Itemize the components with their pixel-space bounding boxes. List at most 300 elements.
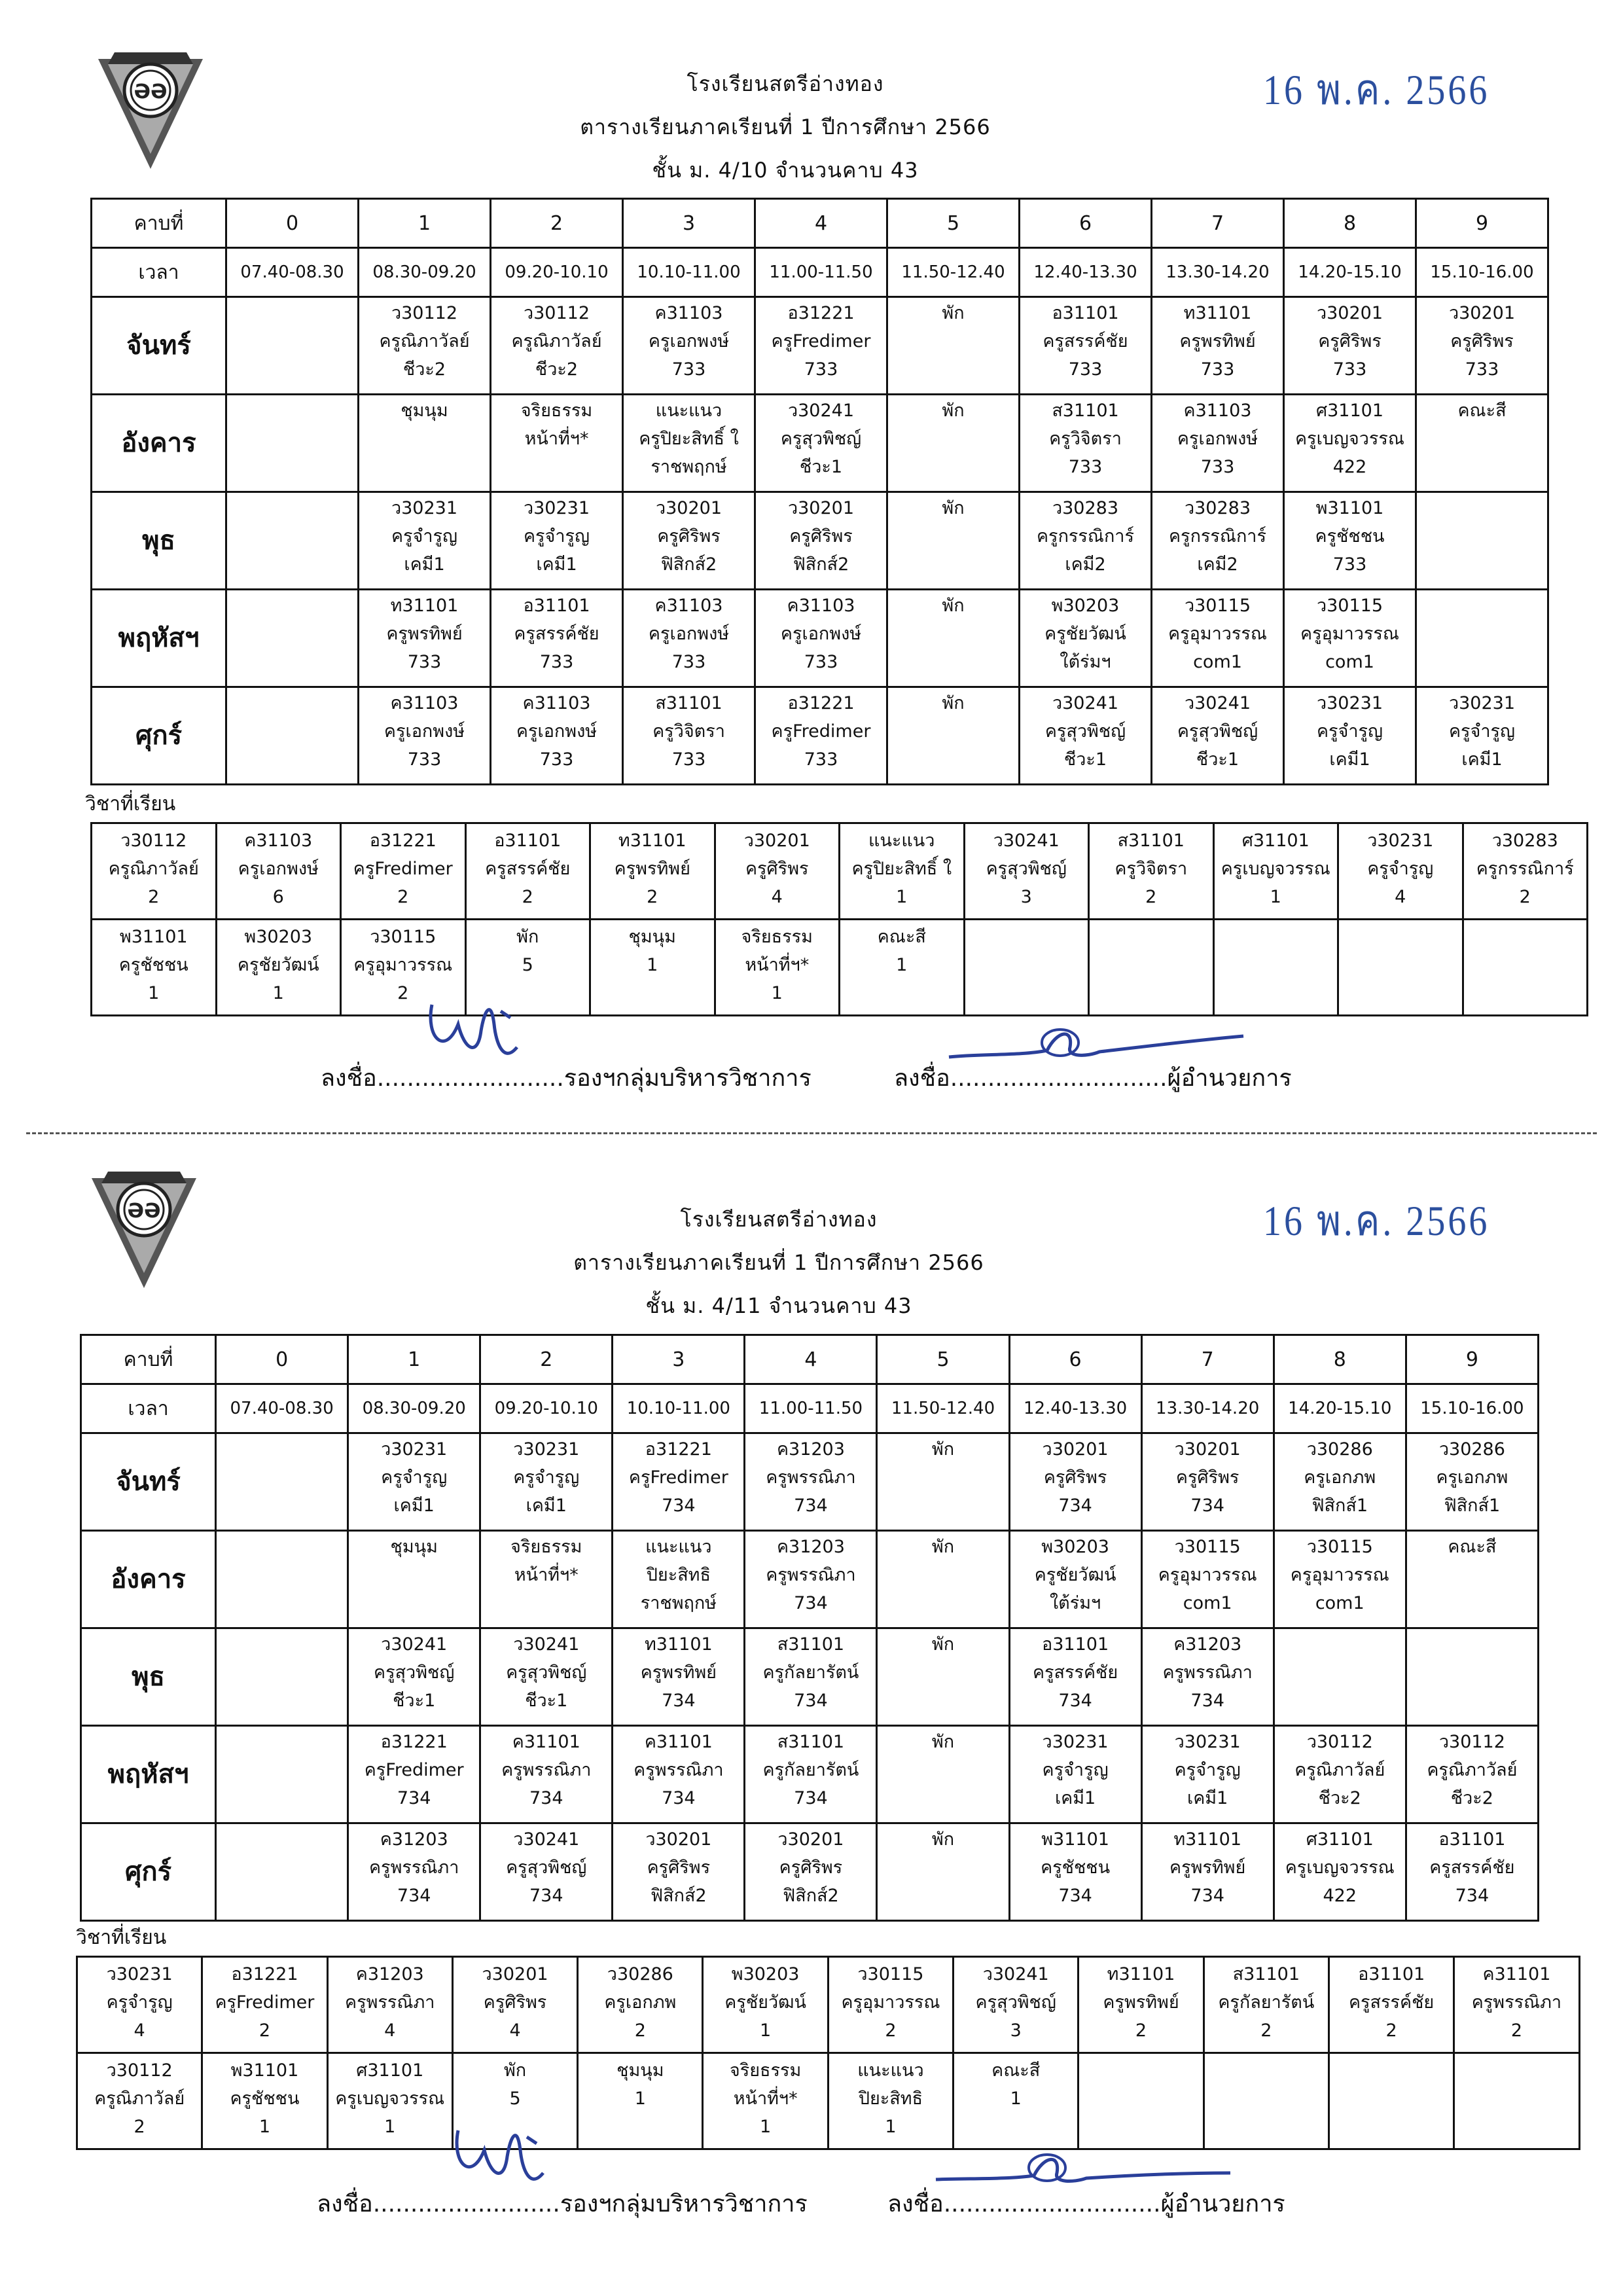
subject-cell (1329, 1957, 1454, 2053)
subject-cell (202, 2053, 327, 2149)
cell-text: ครูเอกพงษ์ (383, 721, 465, 742)
date-stamp: 16 พ.ค. 2566 (1263, 67, 1490, 114)
cell-text: ครูสุวพิชญ์ (780, 429, 862, 449)
cell-text: ครูชัยวัฒน์ (237, 955, 319, 975)
cell-text: ท31101 (645, 1634, 713, 1655)
cell-text: 734 (1190, 1496, 1224, 1516)
cell-text: 734 (1455, 1886, 1489, 1906)
day-row (92, 590, 1548, 687)
schedule-table (80, 1334, 1539, 1922)
period-number: 6 (1009, 1335, 1141, 1384)
subject-cell (1329, 2053, 1454, 2149)
cell-text: 734 (1190, 1691, 1224, 1711)
cell-text: 2 (397, 983, 409, 1003)
cell-text: เคมี1 (536, 554, 577, 575)
cell-text: 3 (1010, 2020, 1022, 2041)
cell-text: ว30231 (513, 1439, 580, 1460)
cell-text: คณะสี (1457, 401, 1507, 421)
cell-text: ครูชัชชน (1041, 1857, 1111, 1878)
cell-text: ครูกัลยารัตน์ (762, 1662, 859, 1683)
cell-text: เคมี2 (1197, 554, 1238, 575)
cell-text: ค31101 (512, 1732, 580, 1752)
cell-text: พัก (931, 1732, 955, 1752)
cell-text: อ31221 (380, 1732, 448, 1752)
schedule-cell (226, 687, 359, 785)
day-row (92, 687, 1548, 785)
subject-cell (1338, 920, 1463, 1016)
cell-text: ครูวิจิตรา (652, 721, 725, 742)
cell-text: ว30231 (381, 1439, 448, 1460)
time-header-row (92, 248, 1548, 297)
cell-text: เคมี1 (1461, 749, 1503, 770)
schedule-cell (480, 1628, 613, 1726)
svg-text:ƏƏ: ƏƏ (134, 81, 168, 103)
subject-cell (964, 823, 1089, 920)
time-slot: 08.30-09.20 (348, 1384, 480, 1433)
time-slot: 11.00-11.50 (745, 1384, 877, 1433)
subjects-label: วิชาที่เรียน (76, 1926, 167, 1949)
schedule-cell (755, 687, 887, 785)
cell-text: 734 (794, 1593, 828, 1613)
schedule-cell (359, 395, 491, 492)
cell-text: ครูสุวพิชญ์ (975, 1992, 1056, 2013)
subject-cell (828, 2053, 953, 2149)
day-name: พฤหัสฯ (81, 1726, 216, 1823)
cell-text: คณะสี (991, 2060, 1041, 2081)
cell-text: ครูศิริพร (789, 526, 853, 547)
day-row (81, 1823, 1539, 1921)
schedule-cell (1416, 492, 1548, 590)
cell-text: ครูศิริพร (779, 1857, 843, 1878)
cell-text: 733 (539, 749, 574, 770)
term-title: ตารางเรียนภาคเรียนที่ 1 ปีการศึกษา 2566 (580, 115, 991, 139)
cell-text: 2 (1510, 2020, 1522, 2041)
cell-text: ใต้ร่มฯ (1049, 1593, 1101, 1613)
schedule-cell (877, 1726, 1009, 1823)
cell-text: ว30231 (391, 498, 458, 518)
page-header (452, 1198, 1106, 1327)
cell-text: ครูณิภาวัลย์ (108, 859, 199, 879)
cell-text: ท31101 (1107, 1964, 1175, 1984)
schedule-cell (1020, 297, 1152, 395)
cell-text: ชีวะ1 (799, 457, 843, 477)
schedule-cell (491, 590, 623, 687)
schedule-cell (480, 1433, 613, 1531)
cell-text: ใต้ร่มฯ (1060, 652, 1111, 672)
cell-text: 733 (1068, 359, 1103, 380)
cell-text: ครูพรรณิภา (633, 1760, 724, 1780)
cell-text: 5 (522, 955, 533, 975)
cell-text: ชีวะ1 (525, 1691, 568, 1711)
signature-vice-director: ลงชื่อ.........................รองฯกลุ่มบริหารวิชาการ (321, 1065, 812, 1092)
schedule-cell (348, 1726, 480, 1823)
cell-text: 1 (771, 983, 783, 1003)
cell-text: ครูจำรูญ (1174, 1760, 1241, 1780)
cell-text: com1 (1193, 652, 1242, 672)
cell-text: จริยธรรม (741, 927, 813, 947)
cell-text: ครูสุวพิชญ์ (374, 1662, 455, 1683)
cell-text: ฟิสิกส์2 (793, 554, 849, 575)
cell-text: ครูสรรค์ชัย (1043, 331, 1128, 351)
cell-text: 734 (529, 1788, 563, 1808)
cell-text: 733 (804, 359, 838, 380)
cell-text: 1 (1270, 887, 1281, 907)
schedule-cell (480, 1531, 613, 1628)
cell-text: ว30201 (777, 1829, 844, 1850)
cell-text: ว30115 (370, 927, 437, 947)
cell-text: ศ31101 (356, 2060, 424, 2081)
cell-text: 4 (509, 2020, 521, 2041)
schedule-cell (1284, 395, 1416, 492)
day-name: อังคาร (81, 1531, 216, 1628)
cell-text: 2 (148, 887, 160, 907)
cell-text: ครูณิภาวัลย์ (1427, 1760, 1518, 1780)
cell-text: เคมี1 (393, 1496, 435, 1516)
cell-text: ว30231 (1448, 693, 1516, 713)
cell-text: ว30231 (1174, 1732, 1241, 1752)
cell-text: ครูสุวพิชญ์ (1044, 721, 1126, 742)
schedule-cell (1416, 297, 1548, 395)
svg-text:ƏƏ: ƏƏ (127, 1200, 161, 1223)
subject-cell (202, 1957, 327, 2053)
cell-text: 733 (407, 652, 442, 672)
period-number: 6 (1020, 199, 1152, 248)
schedule-cell (887, 395, 1020, 492)
cell-text: ครูศิริพร (1450, 331, 1514, 351)
schedule-cell (348, 1628, 480, 1726)
cell-text: 734 (397, 1788, 431, 1808)
schedule-cell (1141, 1531, 1274, 1628)
cell-text: 734 (397, 1886, 431, 1906)
cell-text: 733 (1465, 359, 1499, 380)
cell-text: ครูสุวพิชญ์ (986, 859, 1067, 879)
cell-text: ว30231 (1042, 1732, 1109, 1752)
schedule-cell (623, 395, 755, 492)
cell-text: ครูสรรค์ชัย (1032, 1662, 1118, 1683)
day-name: พุธ (92, 492, 226, 590)
cell-text: คณะสี (1448, 1537, 1497, 1557)
schedule-cell (1284, 297, 1416, 395)
cell-text: ครูจำรูญ (1316, 721, 1383, 742)
cell-text: ครูพรทิพย์ (1179, 331, 1256, 351)
subject-cell (590, 920, 715, 1016)
cell-text: คณะสี (877, 927, 926, 947)
cell-text: ครูอุมาวรรณ (1300, 624, 1399, 644)
cell-text: 734 (529, 1886, 563, 1906)
cell-text: ปิยะสิทธิ (646, 1565, 711, 1585)
cell-text: ชีวะ1 (1196, 749, 1240, 770)
cell-text: ฟิสิกส์2 (660, 554, 717, 575)
cell-text: ครูพรทิพย์ (1169, 1857, 1246, 1878)
cell-text: แนะแนว (655, 401, 722, 421)
cell-text: 4 (134, 2020, 145, 2041)
schedule-cell (755, 395, 887, 492)
cell-text: ว30201 (1316, 303, 1383, 323)
schedule-cell (1274, 1823, 1406, 1921)
handwritten-signature-icon (929, 2147, 1237, 2199)
cell-text: 734 (662, 1788, 696, 1808)
cell-text: ว30112 (391, 303, 458, 323)
period-number: 5 (877, 1335, 1009, 1384)
schedule-cell (1406, 1726, 1538, 1823)
cell-text: ครูพรรณิภา (345, 1992, 435, 2013)
time-slot: 13.30-14.20 (1152, 248, 1284, 297)
cell-text: ว30201 (655, 498, 722, 518)
handwritten-signature-icon (445, 2111, 556, 2202)
subject-cell (703, 2053, 828, 2149)
cell-text: ว30241 (982, 1964, 1049, 1984)
class-title: ชั้น ม. 4/10 จำนวนคาบ 43 (652, 158, 919, 183)
cell-text: ครูเอกพงษ์ (516, 721, 597, 742)
cell-text: 734 (1058, 1496, 1092, 1516)
schedule-cell (755, 492, 887, 590)
cell-text: ครูจำรูญ (1367, 859, 1434, 879)
cell-text: ค31203 (355, 1964, 424, 1984)
cell-text: 734 (794, 1788, 828, 1808)
cell-text: ครูพรรณิภา (766, 1467, 856, 1488)
cell-text: 733 (671, 749, 706, 770)
time-slot: 08.30-09.20 (359, 248, 491, 297)
schedule-cell (1416, 590, 1548, 687)
cell-text: ชุมนุม (616, 2060, 664, 2081)
period-label: คาบที่ (92, 199, 226, 248)
schedule-cell (755, 297, 887, 395)
cell-text: 734 (1058, 1886, 1092, 1906)
schedule-cell (1141, 1823, 1274, 1921)
school-logo-icon (88, 1165, 200, 1289)
schedule-cell (1020, 687, 1152, 785)
cell-text: 5 (509, 2089, 521, 2109)
cell-text: หน้าที่ฯ* (524, 429, 589, 449)
schedule-cell (226, 590, 359, 687)
cell-text: 422 (1323, 1886, 1357, 1906)
cell-text: 2 (647, 887, 658, 907)
subject-cell (1463, 920, 1588, 1016)
subject-cell (715, 823, 840, 920)
cell-text: ชุมนุม (628, 927, 676, 947)
cell-text: ชีวะ2 (1318, 1788, 1361, 1808)
subject-cell (828, 1957, 953, 2053)
schedule-cell (348, 1531, 480, 1628)
cell-text: 733 (539, 652, 574, 672)
subjects-label: วิชาที่เรียน (85, 793, 176, 816)
cell-text: อ31101 (1438, 1829, 1506, 1850)
time-slot: 09.20-10.10 (480, 1384, 613, 1433)
schedule-cell (1284, 687, 1416, 785)
cell-text: 734 (1190, 1886, 1224, 1906)
schedule-table (90, 198, 1549, 785)
day-row (81, 1628, 1539, 1726)
cell-text: พ30203 (731, 1964, 800, 1984)
subject-cell (954, 2053, 1079, 2149)
cell-text: พัก (931, 1537, 955, 1557)
day-name: พฤหัสฯ (92, 590, 226, 687)
cell-text: 6 (272, 887, 284, 907)
cell-text: ครูพรทิพย์ (614, 859, 690, 879)
period-number: 0 (226, 199, 359, 248)
schedule-cell (1284, 590, 1416, 687)
cell-text: ครูเอกภพ (604, 1992, 677, 2013)
cell-text: ครูชัชชน (230, 2089, 300, 2109)
subject-cell (964, 920, 1089, 1016)
time-slot: 07.40-08.30 (226, 248, 359, 297)
period-number: 1 (348, 1335, 480, 1384)
subject-cell (1079, 1957, 1204, 2053)
cell-text: 733 (1068, 457, 1103, 477)
cell-text: ท31101 (1183, 303, 1252, 323)
cell-text: 1 (885, 2117, 897, 2137)
handwritten-signature-icon (942, 1018, 1250, 1070)
cell-text: 4 (771, 887, 783, 907)
cell-text: com1 (1315, 1593, 1364, 1613)
cell-text: พ30203 (1051, 596, 1120, 616)
subject-cell (1089, 920, 1214, 1016)
time-slot: 12.40-13.30 (1009, 1384, 1141, 1433)
cell-text: 1 (647, 955, 658, 975)
schedule-cell (1416, 687, 1548, 785)
cell-text: ครูณิภาวัลย์ (1294, 1760, 1385, 1780)
schedule-cell (623, 297, 755, 395)
schedule-cell (1152, 687, 1284, 785)
cell-text: ครูปิยะสิทธิ์ ใ (639, 429, 739, 449)
schedule-cell (1152, 297, 1284, 395)
cell-text: ครูศิริพร (1043, 1467, 1107, 1488)
time-slot: 15.10-16.00 (1416, 248, 1548, 297)
period-number: 8 (1284, 199, 1416, 248)
cell-text: 2 (1135, 2020, 1147, 2041)
cell-text: ว30201 (1174, 1439, 1241, 1460)
cell-text: ว30286 (607, 1964, 673, 1984)
time-slot: 13.30-14.20 (1141, 1384, 1274, 1433)
schedule-cell (1152, 395, 1284, 492)
cell-text: พัก (942, 596, 965, 616)
cell-text: เคมี1 (1054, 1788, 1096, 1808)
schedule-cell (226, 492, 359, 590)
day-name: ศุกร์ (92, 687, 226, 785)
schedule-cell (887, 297, 1020, 395)
cell-text: ว30115 (1316, 596, 1383, 616)
cell-text: ท31101 (1173, 1829, 1242, 1850)
cell-text: ครูอุมาวรรณ (1290, 1565, 1389, 1585)
subject-cell (1454, 1957, 1579, 2053)
day-row (92, 492, 1548, 590)
handwritten-signature-icon (419, 985, 530, 1077)
cell-text: 734 (662, 1691, 696, 1711)
subject-cell (840, 823, 965, 920)
cell-text: พัก (503, 2060, 527, 2081)
day-name: จันทร์ (81, 1433, 216, 1531)
class-title: ชั้น ม. 4/11 จำนวนคาบ 43 (645, 1293, 912, 1318)
cell-text: ครูเบญจวรรณ (1221, 859, 1330, 879)
schedule-cell (216, 1823, 348, 1921)
cell-text: 734 (1058, 1691, 1092, 1711)
schedule-cell (887, 492, 1020, 590)
cell-text: com1 (1183, 1593, 1232, 1613)
cell-text: พัก (942, 693, 965, 713)
period-number: 4 (755, 199, 887, 248)
cell-text: พัก (942, 303, 965, 323)
day-name: จันทร์ (92, 297, 226, 395)
schedule-cell (613, 1433, 745, 1531)
date-stamp: 16 พ.ค. 2566 (1263, 1198, 1490, 1245)
school-name: โรงเรียนสตรีอ่างทอง (680, 1207, 878, 1232)
cell-text: ท31101 (618, 831, 687, 851)
cell-text: ว30201 (1042, 1439, 1109, 1460)
signature-director: ลงชื่อ.............................ผู้อำนวยการ (894, 1065, 1292, 1092)
cell-text: ครูเอกภพ (1304, 1467, 1376, 1488)
cell-text: 2 (134, 2117, 145, 2137)
cell-text: ว30201 (743, 831, 810, 851)
schedule-cell (216, 1433, 348, 1531)
cell-text: ครูจำรูญ (1042, 1760, 1109, 1780)
schedule-cell (1274, 1531, 1406, 1628)
schedule-cell (1152, 492, 1284, 590)
cell-text: ว30115 (857, 1964, 924, 1984)
cell-text: ค31203 (776, 1537, 845, 1557)
cell-text: จริยธรรม (520, 401, 593, 421)
day-row (81, 1726, 1539, 1823)
cell-text: เคมี1 (404, 554, 445, 575)
subject-cell (327, 2053, 452, 2149)
cell-text: ว30231 (1367, 831, 1434, 851)
schedule-cell (745, 1823, 877, 1921)
cell-text: ครูเบญจวรรณ (1285, 1857, 1395, 1878)
cell-text: พ30203 (244, 927, 313, 947)
subject-cell (1213, 823, 1338, 920)
subject-cell (1089, 823, 1214, 920)
cell-text: ส31101 (777, 1634, 845, 1655)
subject-cell (77, 2053, 202, 2149)
day-row (92, 297, 1548, 395)
cell-text: ครูสรรค์ชัย (514, 624, 599, 644)
schedule-cell (1406, 1628, 1538, 1726)
cell-text: ว30201 (482, 1964, 548, 1984)
cell-text: ว30231 (106, 1964, 173, 1984)
cell-text: ค31101 (1482, 1964, 1551, 1984)
schedule-cell (359, 492, 491, 590)
cell-text: ค31103 (654, 303, 723, 323)
cell-text: ครูศิริพร (483, 1992, 547, 2013)
cell-text: ครูสุวพิชญ์ (506, 1662, 587, 1683)
cell-text: ชุมนุม (390, 1537, 438, 1557)
subjects-row (92, 823, 1588, 920)
term-title: ตารางเรียนภาคเรียนที่ 1 ปีการศึกษา 2566 (573, 1250, 984, 1275)
schedule-cell (359, 590, 491, 687)
schedule-cell (1020, 395, 1152, 492)
cell-text: ว30231 (1316, 693, 1383, 713)
cell-text: อ31101 (523, 596, 590, 616)
cell-text: ครูFredimer (353, 859, 453, 879)
cell-text: ว30112 (1306, 1732, 1373, 1752)
cell-text: ว30286 (1306, 1439, 1373, 1460)
subject-cell (703, 1957, 828, 2053)
cell-text: ครูกัลยารัตน์ (762, 1760, 859, 1780)
schedule-cell (1274, 1628, 1406, 1726)
period-number: 7 (1141, 1335, 1274, 1384)
schedule-cell (1406, 1433, 1538, 1531)
cell-text: 2 (1145, 887, 1157, 907)
schedule-cell (623, 590, 755, 687)
cell-text: ฟิสิกส์1 (1311, 1496, 1368, 1516)
timetable-section-4-11 (0, 1139, 1623, 2284)
cell-text: ครูณิภาวัลย์ (379, 331, 470, 351)
subject-cell (327, 1957, 452, 2053)
cell-text: 1 (896, 887, 908, 907)
subjects-row (77, 1957, 1580, 2053)
period-number: 0 (216, 1335, 348, 1384)
cell-text: พ31101 (230, 2060, 299, 2081)
cell-text: ว30241 (513, 1829, 580, 1850)
